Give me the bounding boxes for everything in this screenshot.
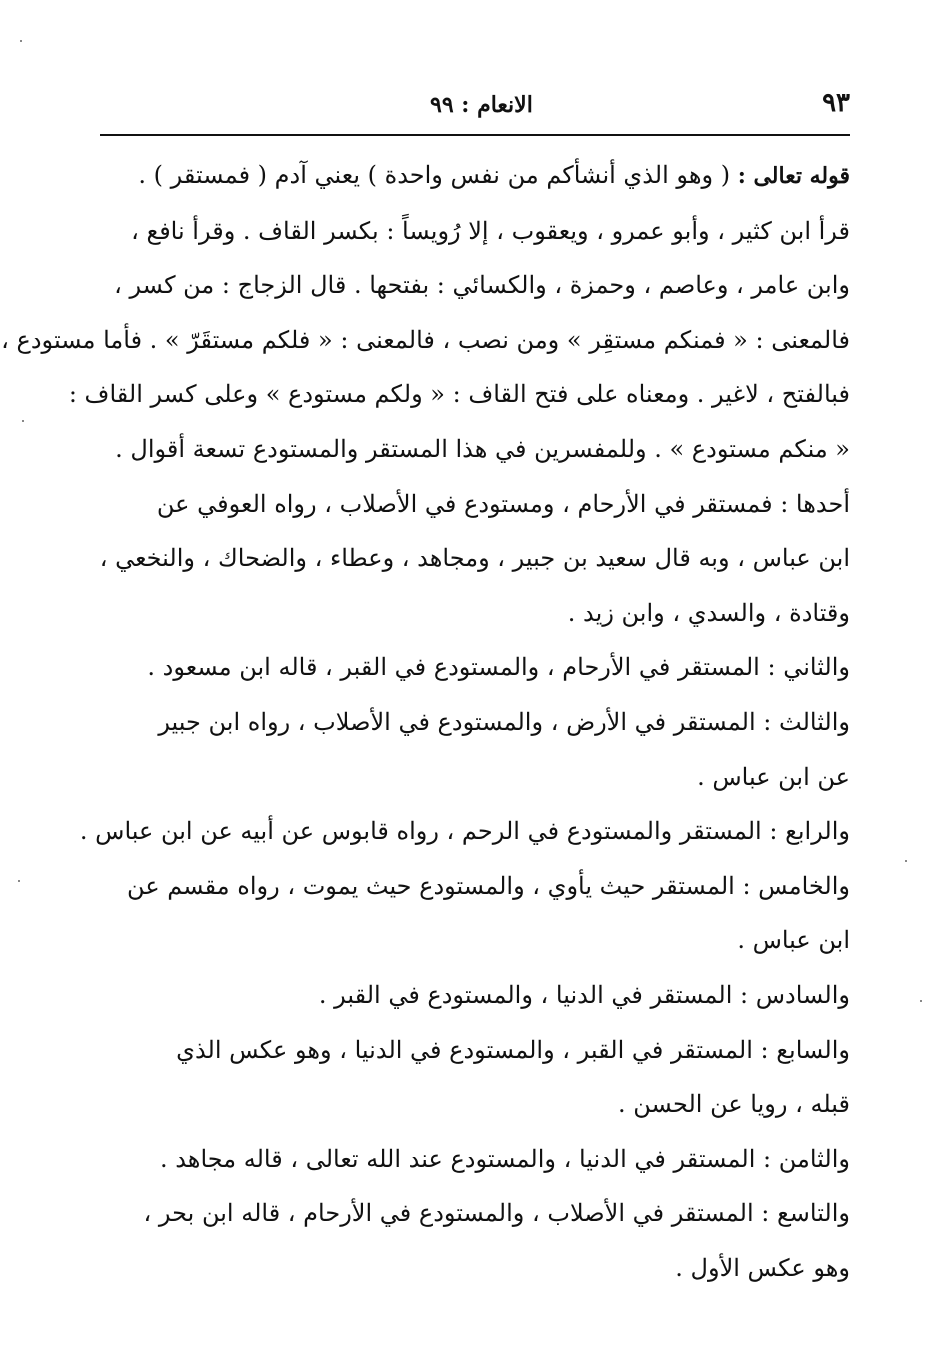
text-line: ابن عباس ، وبه قال سعيد بن جبير ، ومجاهد ، وعطاء ، والضحاك ، والنخعي ، xyxy=(99,544,850,573)
text-line: والتاسع : المستقر في الأصلاب ، والمستودع في الأرحام ، قاله ابن بحر ، xyxy=(143,1199,850,1228)
scan-speck xyxy=(920,1000,922,1002)
header-rule xyxy=(100,134,850,136)
text-line: والسادس : المستقر في الدنيا ، والمستودع في القبر . xyxy=(318,980,850,1009)
verse-lead: قوله تعالى : xyxy=(737,163,850,189)
text-line: « منكم مستودع » . وللمفسرين في هذا المستقر والمستودع تسعة أقوال . xyxy=(115,434,850,463)
text-line: والثالث : المستقر في الأرض ، والمستودع في الأصلاب ، رواه ابن جبير xyxy=(158,707,850,736)
text-line: والثاني : المستقر في الأرحام ، والمستودع في القبر ، قاله ابن مسعود . xyxy=(147,653,850,682)
text-line: ابن عباس . xyxy=(737,926,850,955)
text-line: أحدها : فمستقر في الأرحام ، ومستودع في الأصلاب ، رواه العوفي عن xyxy=(156,489,850,518)
scan-speck xyxy=(905,860,907,862)
text-line: فالمعنى : « فمنكم مستقِر » ومن نصب ، فالمعنى : « فلكم مستقَرّ » . فأما مستودع ، xyxy=(1,325,850,354)
text-line: فبالفتح ، لاغير . ومعناه على فتح القاف : « ولكم مستودع » وعلى كسر القاف : xyxy=(68,380,850,409)
text-line: والسابع : المستقر في القبر ، والمستودع في الدنيا ، وهو عكس الذي xyxy=(176,1035,850,1064)
text-line: والخامس : المستقر حيث يأوي ، والمستودع حيث يموت ، رواه مقسم عن xyxy=(127,871,850,900)
scan-speck xyxy=(18,880,20,882)
text-line: والثامن : المستقر في الدنيا ، والمستودع عند الله تعالى ، قاله مجاهد . xyxy=(159,1144,850,1173)
page-body xyxy=(1,148,850,1295)
text-line: وابن عامر ، وعاصم ، وحمزة ، والكسائي : بفتحها . قال الزجاج : من كسر ، xyxy=(114,271,850,300)
scan-speck xyxy=(22,420,24,422)
scan-speck xyxy=(20,40,22,42)
running-title: الانعام : ٩٩ xyxy=(430,92,533,118)
text-line: والرابع : المستقر والمستودع في الرحم ، رواه قابوس عن أبيه عن ابن عباس . xyxy=(79,817,850,846)
text-line: قرأ ابن كثير ، وأبو عمرو ، ويعقوب ، إلا رُويساً : بكسر القاف . وقرأ نافع ، xyxy=(131,216,850,245)
text-line: عن ابن عباس . xyxy=(697,762,850,791)
page-header xyxy=(100,86,850,132)
text-line: وقتادة ، والسدي ، وابن زيد . xyxy=(567,598,850,627)
page-number: ٩٣ xyxy=(822,88,850,118)
text-line: وهو عكس الأول . xyxy=(675,1253,850,1282)
text-line: قبله ، رويا عن الحسن . xyxy=(618,1090,850,1119)
text-line: قوله تعالى : ( وهو الذي أنشأكم من نفس واحدة ) يعني آدم ( فمستقر ) . xyxy=(138,161,850,189)
